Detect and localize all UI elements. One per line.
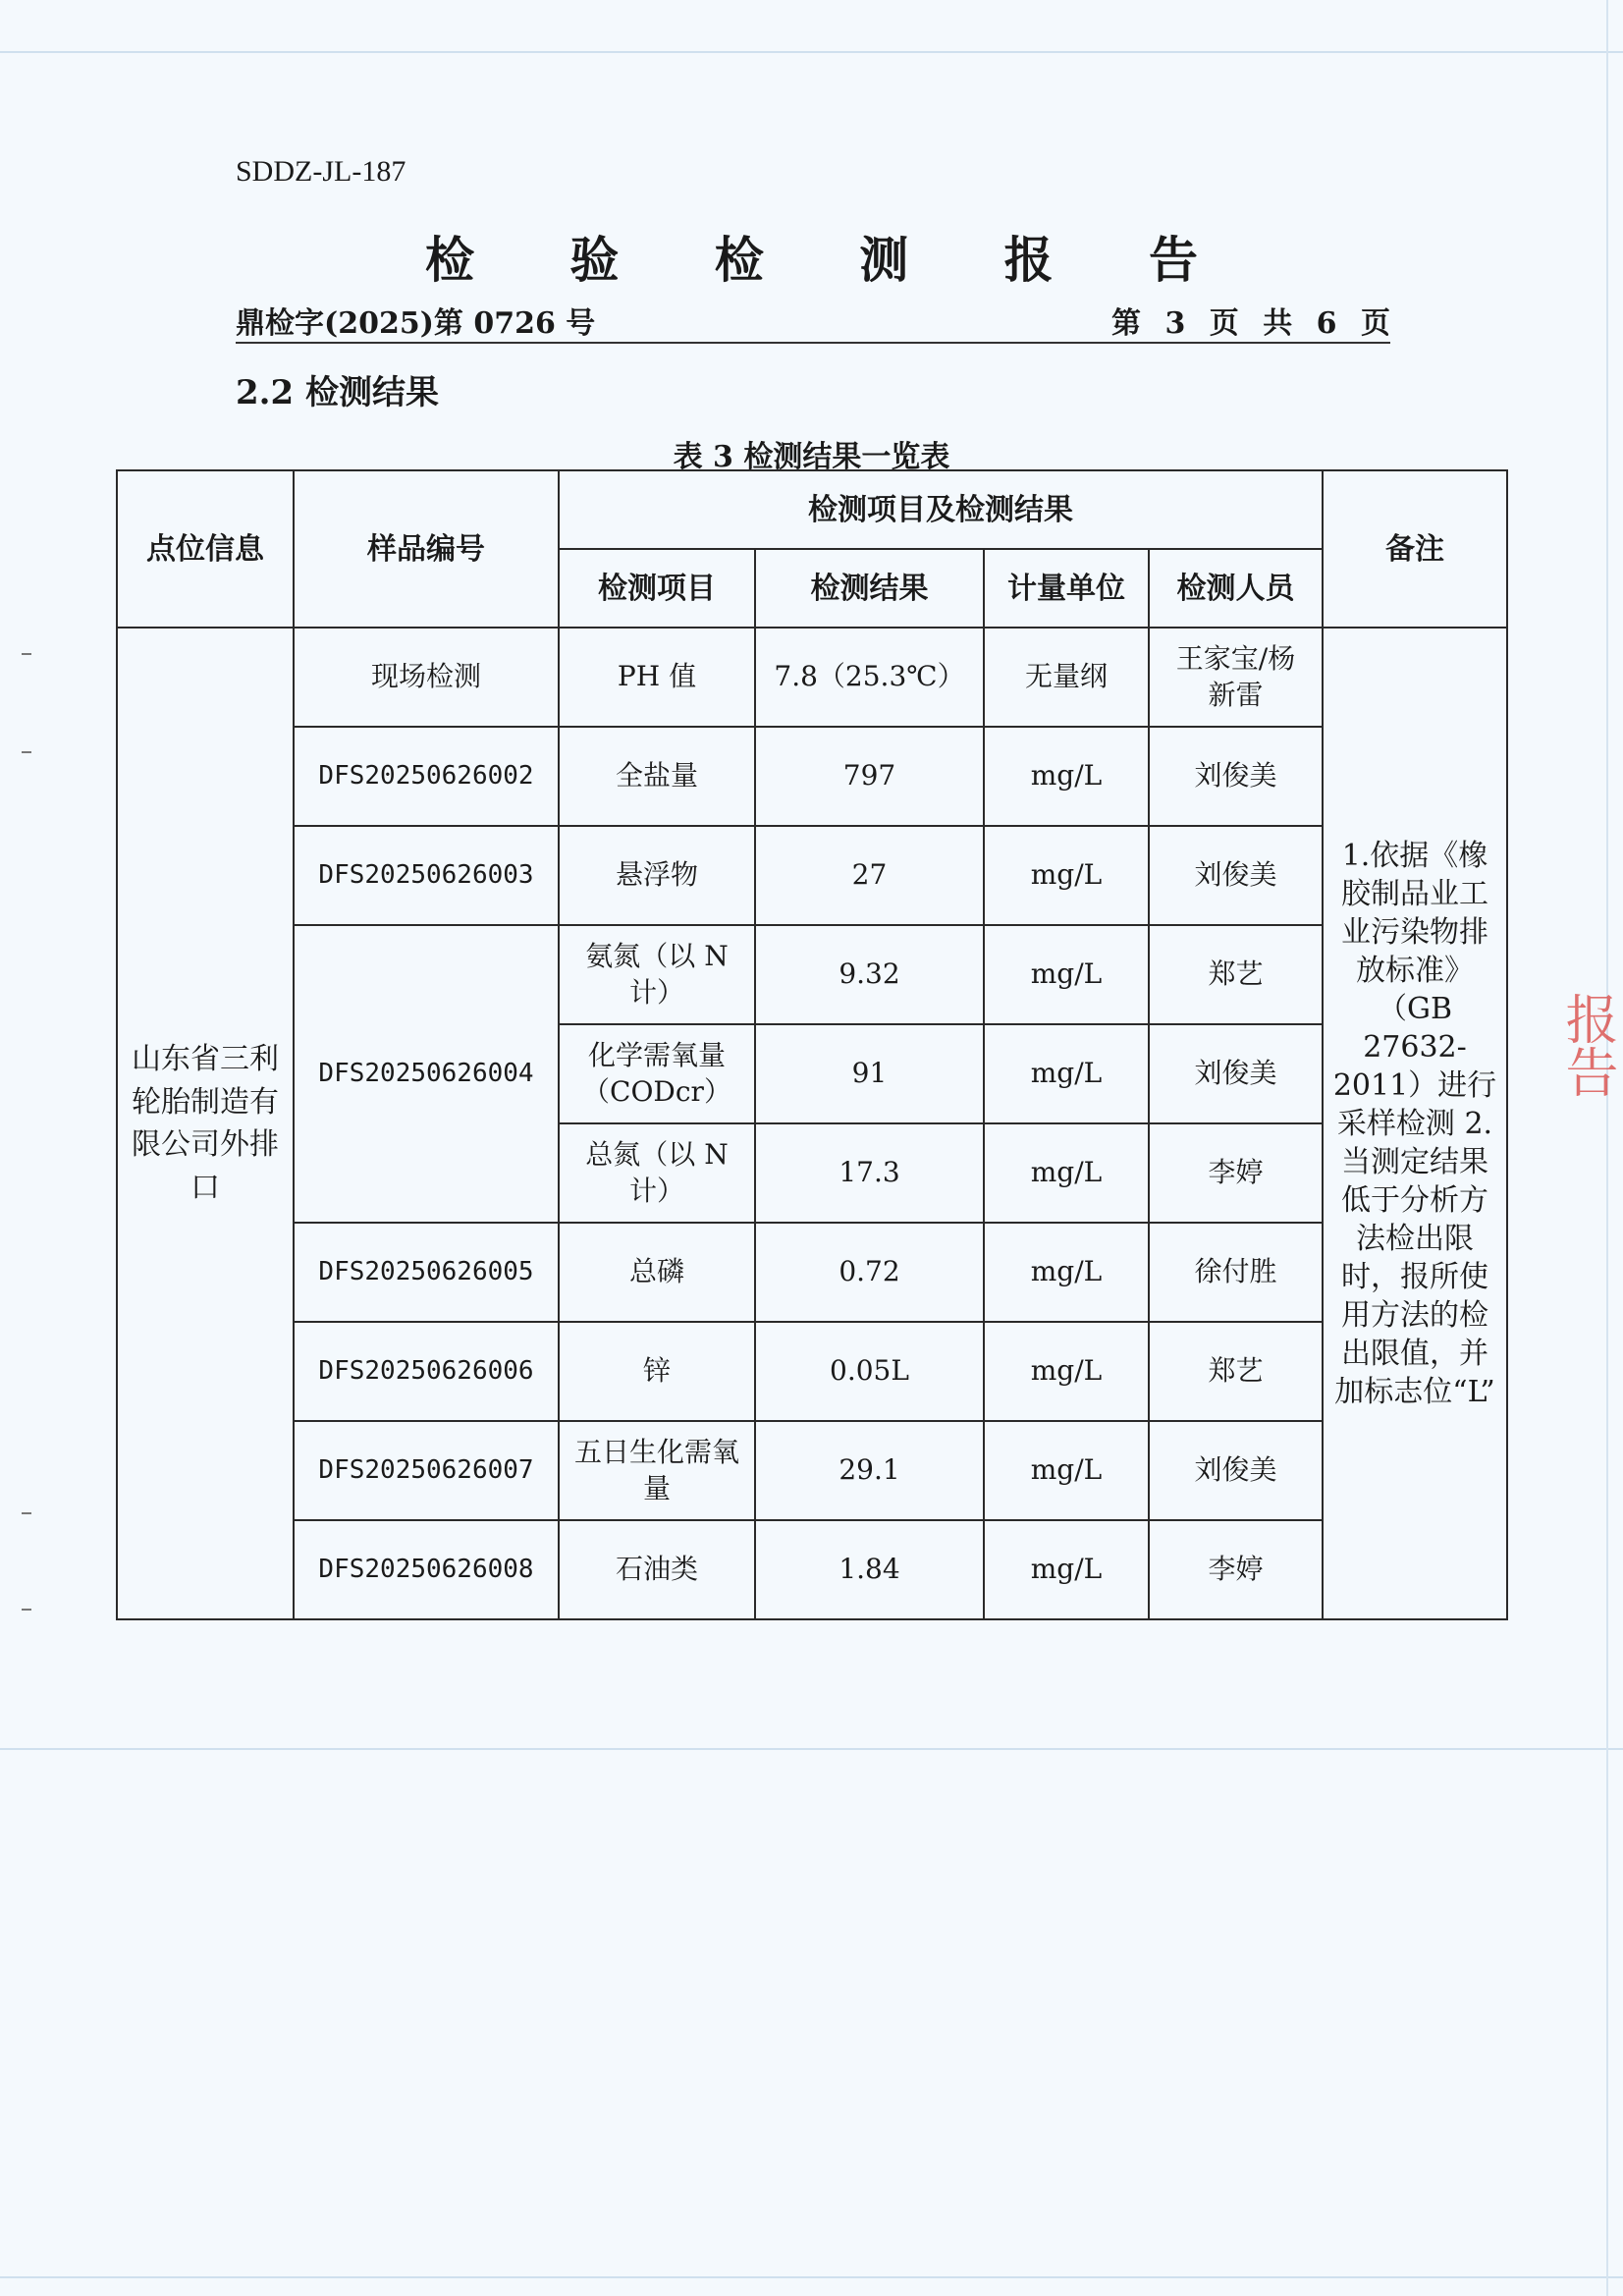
tester-cell: 刘俊美 — [1149, 826, 1323, 925]
table-row — [117, 925, 1507, 1024]
tester-cell: 刘俊美 — [1149, 1421, 1323, 1520]
header-unit: 计量单位 — [984, 549, 1149, 628]
tester-cell: 李婷 — [1149, 1123, 1323, 1223]
result-cell: 27 — [755, 826, 984, 925]
unit-cell: mg/L — [984, 826, 1149, 925]
result-cell: 29.1 — [755, 1421, 984, 1520]
paper-rule — [0, 51, 1623, 53]
table-row — [117, 1322, 1507, 1421]
result-cell: 0.72 — [755, 1223, 984, 1322]
report-title: 检 验 检 测 报 告 — [424, 231, 1238, 289]
unit-cell: mg/L — [984, 1223, 1149, 1322]
doc-code: SDDZ-JL-187 — [236, 155, 406, 188]
tester-cell: 郑艺 — [1149, 925, 1323, 1024]
table-row — [117, 727, 1507, 826]
header-result: 检测结果 — [755, 549, 984, 628]
tester-cell: 王家宝/杨新雷 — [1149, 628, 1323, 727]
item-cell: 全盐量 — [559, 727, 755, 826]
item-cell: 氨氮（以 N 计） — [559, 925, 755, 1024]
results-table — [116, 469, 1508, 1620]
unit-cell: mg/L — [984, 1322, 1149, 1421]
sample-cell: DFS20250626003 — [294, 826, 559, 925]
result-cell: 9.32 — [755, 925, 984, 1024]
item-cell: 石油类 — [559, 1520, 755, 1619]
sample-cell: DFS20250626004 — [294, 925, 559, 1223]
item-cell: 悬浮物 — [559, 826, 755, 925]
result-cell: 17.3 — [755, 1123, 984, 1223]
location-cell: 山东省三利轮胎制造有限公司外排口 — [117, 628, 294, 1619]
tester-cell: 刘俊美 — [1149, 1024, 1323, 1123]
tester-cell: 李婷 — [1149, 1520, 1323, 1619]
scan-edge-mark — [22, 751, 31, 753]
item-cell: 五日生化需氧量 — [559, 1421, 755, 1520]
header-item: 检测项目 — [559, 549, 755, 628]
sample-cell: DFS20250626006 — [294, 1322, 559, 1421]
unit-cell: mg/L — [984, 1520, 1149, 1619]
tester-cell: 徐付胜 — [1149, 1223, 1323, 1322]
item-cell: 锌 — [559, 1322, 755, 1421]
item-cell: 化学需氧量（CODcr） — [559, 1024, 755, 1123]
stamp-text: 报告 — [1557, 992, 1619, 1098]
sample-cell: DFS20250626007 — [294, 1421, 559, 1520]
paper-rule — [0, 2276, 1623, 2278]
table-caption: 表 3 检测结果一览表 — [673, 440, 950, 474]
header-group: 检测项目及检测结果 — [559, 470, 1323, 549]
scan-edge-mark — [22, 1609, 31, 1611]
header-remark: 备注 — [1323, 470, 1507, 628]
item-cell: 总磷 — [559, 1223, 755, 1322]
result-cell: 7.8（25.3℃） — [755, 628, 984, 727]
header-location: 点位信息 — [117, 470, 294, 628]
sample-cell: DFS20250626005 — [294, 1223, 559, 1322]
header-sample-no: 样品编号 — [294, 470, 559, 628]
report-meta — [236, 295, 1390, 344]
page-info: 第 3 页 共 6 页 — [1111, 306, 1390, 341]
result-cell: 0.05L — [755, 1322, 984, 1421]
sample-cell: 现场检测 — [294, 628, 559, 727]
unit-cell: mg/L — [984, 1024, 1149, 1123]
scan-edge-mark — [22, 1512, 31, 1514]
unit-cell: 无量纲 — [984, 628, 1149, 727]
tester-cell: 郑艺 — [1149, 1322, 1323, 1421]
section-heading: 2.2 检测结果 — [236, 373, 439, 412]
table-row — [117, 628, 1507, 727]
sample-cell: DFS20250626002 — [294, 727, 559, 826]
item-cell: 总氮（以 N 计） — [559, 1123, 755, 1223]
table-row — [117, 1421, 1507, 1520]
scan-edge-mark — [22, 653, 31, 655]
remark-cell: 1.依据《橡胶制品业工业污染物排放标准》（GB 27632-2011）进行采样检测 2.当测定结果低于分析方法检出限时，报所使用方法的检出限值，并加标志位“L” — [1323, 628, 1507, 1619]
item-cell: PH 值 — [559, 628, 755, 727]
tester-cell: 刘俊美 — [1149, 727, 1323, 826]
unit-cell: mg/L — [984, 1421, 1149, 1520]
unit-cell: mg/L — [984, 727, 1149, 826]
result-cell: 91 — [755, 1024, 984, 1123]
result-cell: 1.84 — [755, 1520, 984, 1619]
unit-cell: mg/L — [984, 1123, 1149, 1223]
unit-cell: mg/L — [984, 925, 1149, 1024]
report-number: 鼎检字(2025)第 0726 号 — [236, 306, 596, 341]
result-cell: 797 — [755, 727, 984, 826]
table-row — [117, 1520, 1507, 1619]
table-row — [117, 1223, 1507, 1322]
sample-cell: DFS20250626008 — [294, 1520, 559, 1619]
red-seal-stamp — [1557, 992, 1620, 1306]
header-tester: 检测人员 — [1149, 549, 1323, 628]
table-row — [117, 826, 1507, 925]
paper-rule — [0, 1748, 1623, 1750]
